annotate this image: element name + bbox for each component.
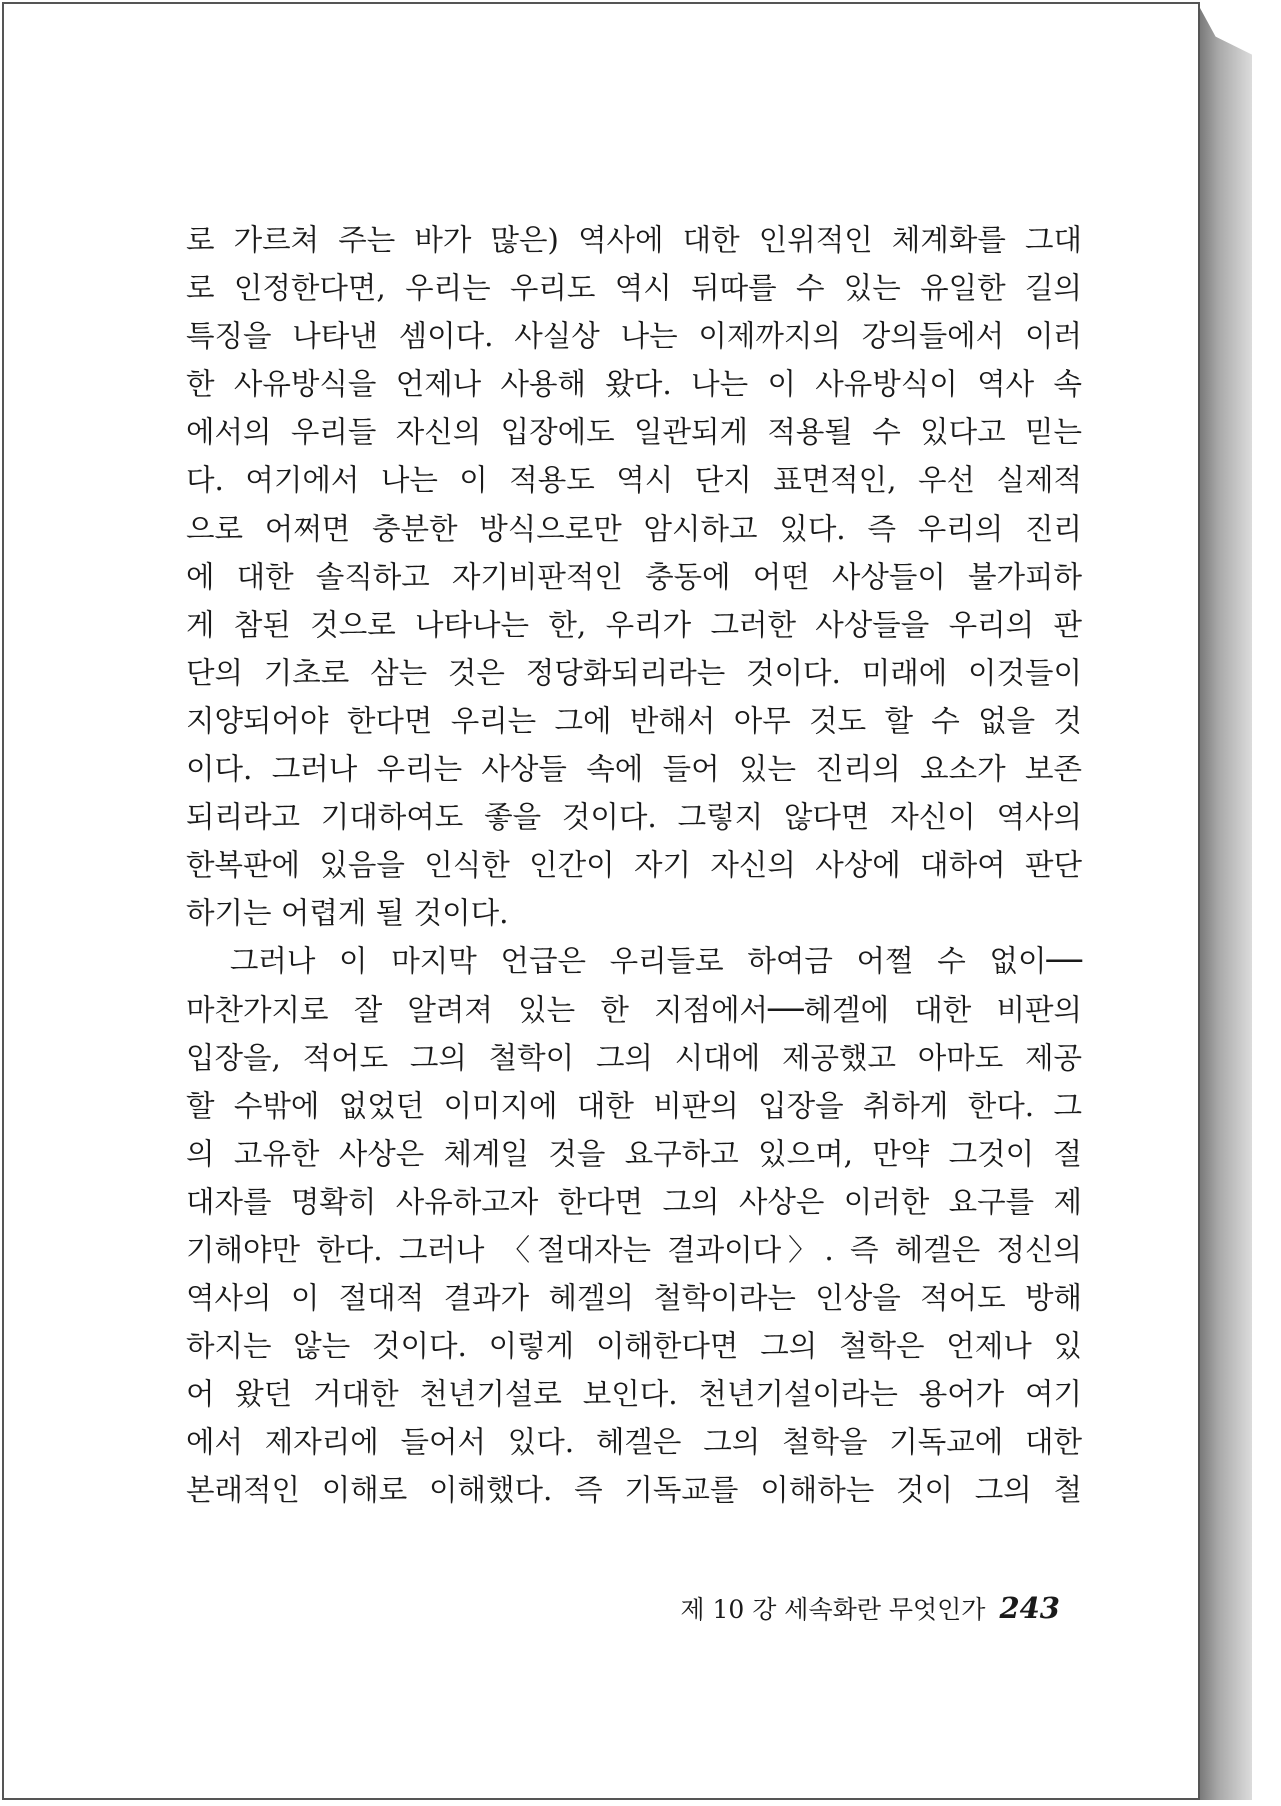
text-line: 역사의 이 절대적 결과가 헤겔의 철학이라는 인상을 적어도 방해 bbox=[186, 1281, 1082, 1316]
text-line: 로 가르쳐 주는 바가 많은) 역사에 대한 인위적인 체계화를 그대 bbox=[186, 223, 1082, 257]
page-footer bbox=[644, 1590, 1060, 1628]
text-line: 으로 어쩌면 충분한 방식으로만 암시하고 있다. 즉 우리의 진리 bbox=[186, 511, 1082, 546]
text-line: 게 참된 것으로 나타나는 한, 우리가 그러한 사상들을 우리의 판 bbox=[186, 607, 1082, 642]
body-text bbox=[186, 216, 1082, 1515]
text-line: 기해야만 한다. 그러나 〈절대자는 결과이다〉. 즉 헤겔은 정신의 bbox=[186, 1232, 1082, 1267]
page-edge-shadow bbox=[1200, 8, 1252, 1800]
text-line: 다. 여기에서 나는 이 적용도 역시 단지 표면적인, 우선 실제적 bbox=[186, 463, 1082, 498]
text-line: 되리라고 기대하여도 좋을 것이다. 그렇지 않다면 자신이 역사의 bbox=[186, 800, 1082, 835]
book-page bbox=[2, 2, 1200, 1800]
text-line: 로 인정한다면, 우리는 우리도 역시 뒤따를 수 있는 유일한 길의 bbox=[186, 271, 1082, 306]
text-line: 마찬가지로 잘 알려져 있는 한 지점에서──헤겔에 대한 비판의 bbox=[186, 992, 1082, 1027]
paragraph-end-line: 하기는 어렵게 될 것이다. bbox=[186, 896, 509, 931]
text-line: 한 사유방식을 언제나 사용해 왔다. 나는 이 사유방식이 역사 속 bbox=[186, 367, 1082, 402]
text-line: 이다. 그러나 우리는 사상들 속에 들어 있는 진리의 요소가 보존 bbox=[186, 752, 1082, 787]
text-line: 의 고유한 사상은 체계일 것을 요구하고 있으며, 만약 그것이 절 bbox=[186, 1136, 1082, 1171]
text-line: 입장을, 적어도 그의 철학이 그의 시대에 제공했고 아마도 제공 bbox=[186, 1040, 1082, 1075]
text-line: 하지는 않는 것이다. 이렇게 이해한다면 그의 철학은 언제나 있 bbox=[186, 1329, 1082, 1364]
paragraph-start-line: 그러나 이 마지막 언급은 우리들로 하여금 어쩔 수 없이── bbox=[186, 944, 1082, 979]
text-line: 본래적인 이해로 이해했다. 즉 기독교를 이해하는 것이 그의 철 bbox=[186, 1473, 1082, 1508]
text-line: 지양되어야 한다면 우리는 그에 반해서 아무 것도 할 수 없을 것 bbox=[186, 703, 1082, 738]
text-line: 에 대한 솔직하고 자기비판적인 충동에 어떤 사상들이 불가피하 bbox=[186, 559, 1082, 594]
text-line: 할 수밖에 없었던 이미지에 대한 비판의 입장을 취하게 한다. 그 bbox=[186, 1088, 1082, 1123]
running-head: 제 10 강 세속화란 무엇인가 bbox=[680, 1595, 986, 1624]
text-line: 특징을 나타낸 셈이다. 사실상 나는 이제까지의 강의들에서 이러 bbox=[186, 319, 1082, 354]
page-number: 243 bbox=[999, 1591, 1060, 1625]
text-line: 에서 제자리에 들어서 있다. 헤겔은 그의 철학을 기독교에 대한 bbox=[186, 1425, 1082, 1460]
text-line: 에서의 우리들 자신의 입장에도 일관되게 적용될 수 있다고 믿는 bbox=[186, 415, 1082, 450]
text-line: 어 왔던 거대한 천년기설로 보인다. 천년기설이라는 용어가 여기 bbox=[186, 1377, 1082, 1412]
text-line: 대자를 명확히 사유하고자 한다면 그의 사상은 이러한 요구를 제 bbox=[186, 1184, 1082, 1219]
text-line: 단의 기초로 삼는 것은 정당화되리라는 것이다. 미래에 이것들이 bbox=[186, 655, 1082, 690]
text-line: 한복판에 있음을 인식한 인간이 자기 자신의 사상에 대하여 판단 bbox=[186, 848, 1082, 883]
